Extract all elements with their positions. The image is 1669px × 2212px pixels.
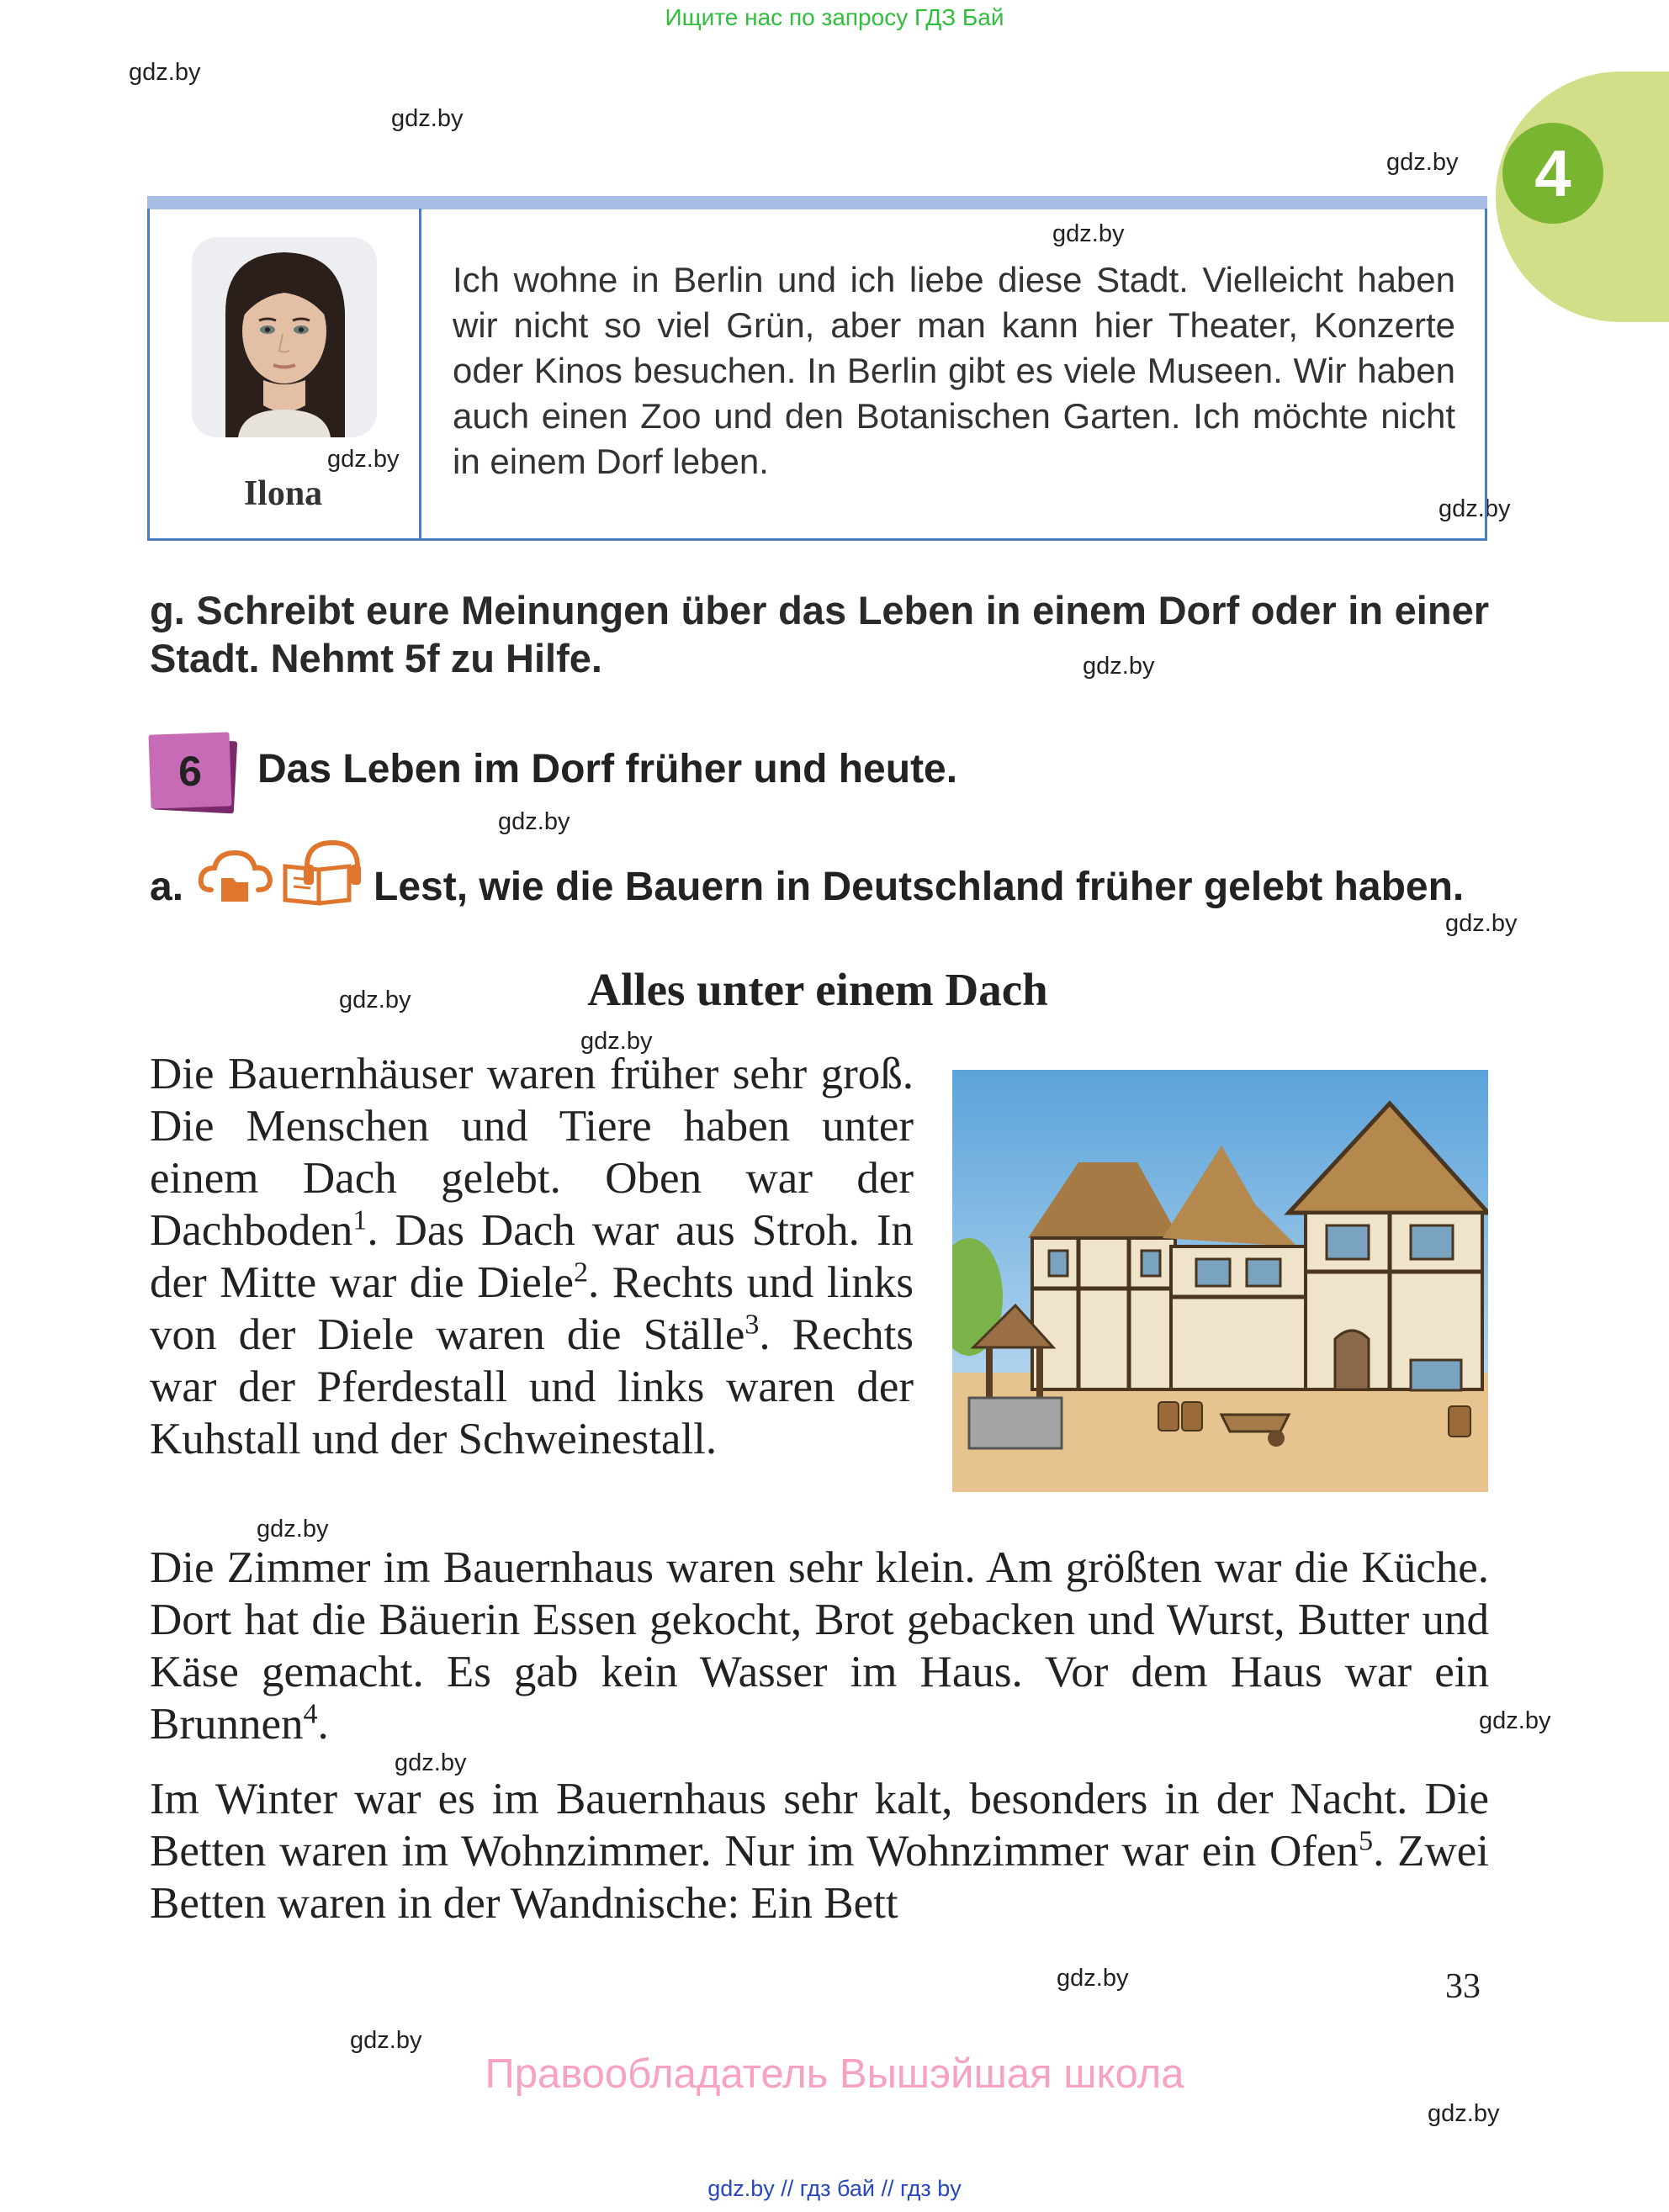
farmhouse-illustration xyxy=(952,1070,1488,1492)
watermark: gdz.by xyxy=(1057,1965,1129,1992)
watermark: gdz.by xyxy=(1445,910,1518,937)
task-a-instruction: Lest, wie die Bauern in Deutschland früher gelebt haben. xyxy=(374,865,1465,909)
book-headphones-icon xyxy=(282,838,362,907)
watermark: gdz.by xyxy=(1439,495,1511,522)
watermark: gdz.by xyxy=(327,446,400,473)
watermark: gdz.by xyxy=(257,1516,329,1543)
watermark: gdz.by xyxy=(129,59,201,86)
profile-box-header-bar xyxy=(147,196,1487,209)
story-paragraph-3: Im Winter war es im Bauernhaus sehr kalt, besonders in der Nacht. Die Betten waren im Wohnzimmer. Nur im Wohnzimmer war ein Ofen$^5$. Zwei Betten waren in der Wandnische: Ein Bett xyxy=(150,1775,1489,1928)
watermark: gdz.by xyxy=(1479,1707,1551,1734)
task-a-label: a. xyxy=(150,865,184,909)
story-title: Alles unter einem Dach xyxy=(587,964,1048,1015)
person-name: Ilona xyxy=(243,474,323,513)
profile-text: Ich wohne in Berlin und ich liebe diese Stadt. Vielleicht haben wir nicht so viel Grün, aber man kann hier Theater, Konzerte oder Kinos besuchen. In Berlin gibt es viele Museen. Wir haben auch einen Zoo und den Botanischen Garten. Ich möchte nicht in einem Dorf leben. xyxy=(453,260,1455,481)
watermark: gdz.by xyxy=(395,1749,467,1776)
chapter-number: 4 xyxy=(1502,123,1603,224)
watermark: gdz.by xyxy=(1386,149,1459,176)
watermark: gdz.by xyxy=(1052,220,1125,247)
task-g-instruction: g. Schreibt eure Meinungen über das Leben in einem Dorf oder in einer Stadt. Nehmt 5f zu Hilfe. xyxy=(150,588,1489,680)
page-number: 33 xyxy=(1445,1967,1481,2006)
watermark: gdz.by xyxy=(391,105,464,132)
watermark: gdz.by xyxy=(580,1028,653,1055)
profile-box-divider xyxy=(419,209,421,541)
watermark: gdz.by xyxy=(339,987,411,1013)
profile-photo xyxy=(192,237,377,437)
watermark: gdz.by xyxy=(1083,653,1155,680)
watermark: gdz.by xyxy=(1428,2100,1500,2127)
exercise-title: Das Leben im Dorf früher und heute. xyxy=(257,747,958,791)
watermark: gdz.by xyxy=(350,2027,422,2054)
watermark: gdz.by xyxy=(498,808,570,835)
story-paragraph-1: Die Bauernhäuser waren früher sehr groß. Die Menschen und Tiere haben unter einem Dach gelebt. Oben war der Dachboden$^1$. Das Dach war aus Stroh. In der Mitte war die Diele$^2$. Rechts und links von der Diele waren die Ställe$^3$. Rechts war der Pferdestall und links waren der Kuhstall und der Schweinestall. xyxy=(150,1050,914,1463)
cloud-folder-icon xyxy=(196,846,273,907)
rights-holder: Правообладатель Вышэйшая школа xyxy=(485,2051,1184,2097)
bottom-links[interactable]: gdz.by // гдз бай // гдз by xyxy=(707,2176,962,2201)
exercise-number: 6 xyxy=(178,748,202,795)
story-paragraph-2: Die Zimmer im Bauernhaus waren sehr klein. Am größten war die Küche. Dort hat die Bäuerin Essen gekocht, Brot gebacken und Wurst, Butter und Käse gemacht. Es gab kein Wasser im Haus. Vor dem Haus war ein Brunnen$^4$. xyxy=(150,1543,1489,1749)
top-banner: Ищите нас по запросу ГДЗ Бай xyxy=(665,4,1004,30)
